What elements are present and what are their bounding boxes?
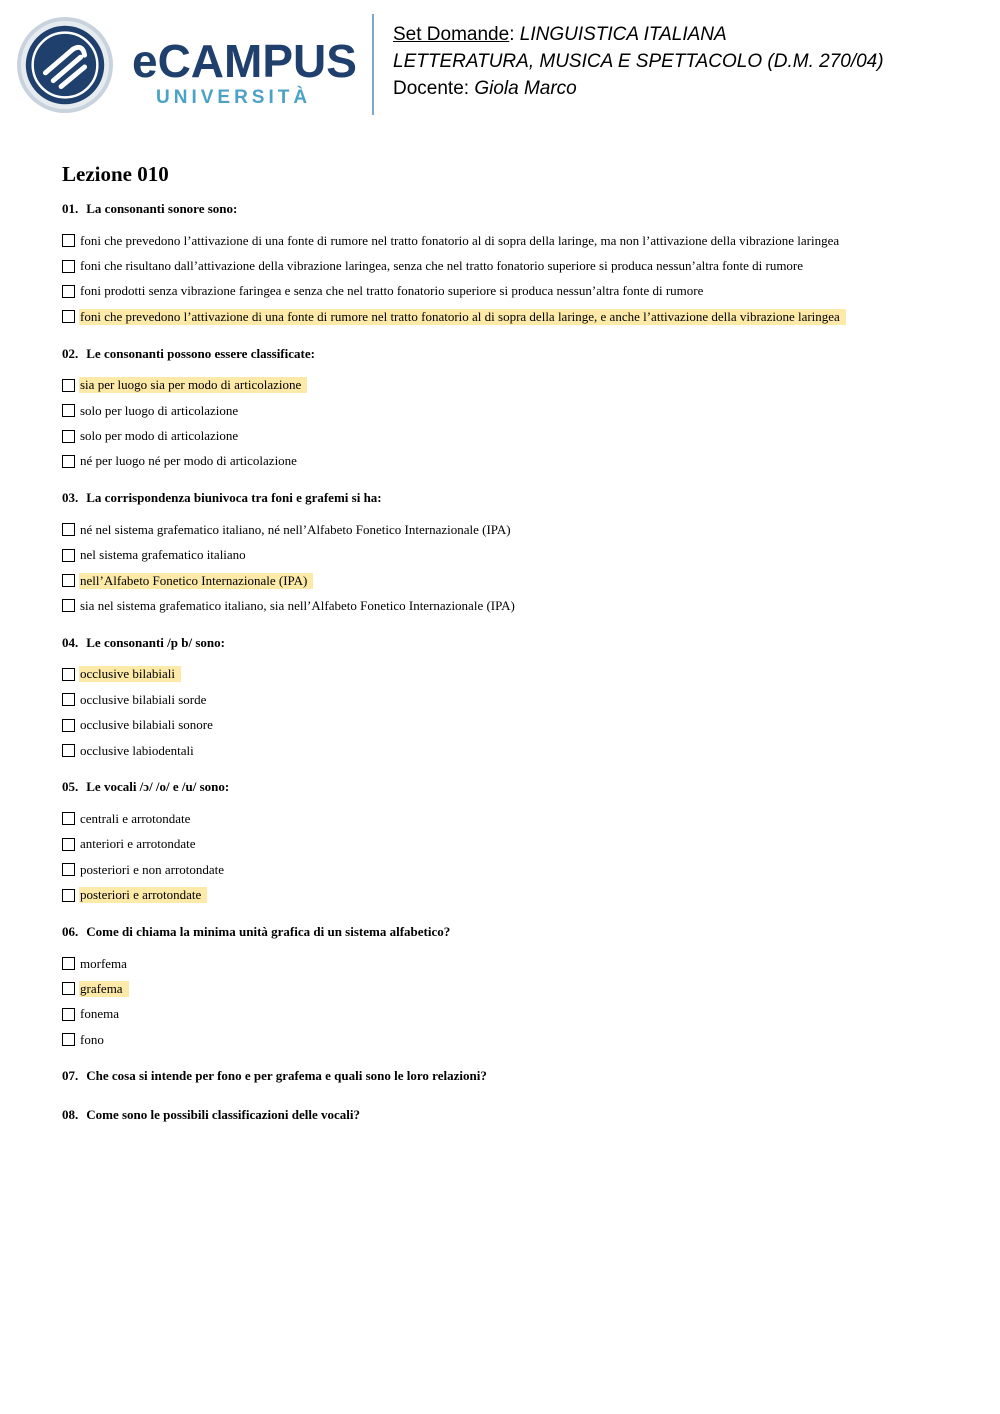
- header-divider: [372, 14, 374, 115]
- checkbox[interactable]: [62, 838, 75, 851]
- answer-text: centrali e arrotondate: [80, 810, 191, 826]
- question-block: [62, 345, 942, 490]
- answer-text: fono: [80, 1031, 104, 1047]
- checkbox[interactable]: [62, 957, 75, 970]
- question-number: 07.: [62, 1068, 79, 1084]
- checkbox[interactable]: [62, 982, 75, 995]
- question-text: Come sono le possibili classificazioni delle vocali?: [86, 1107, 360, 1123]
- teacher-label: Docente:: [393, 78, 470, 99]
- question-number: 02.: [62, 345, 79, 361]
- checkbox[interactable]: [62, 260, 75, 273]
- teacher-line: [393, 78, 577, 100]
- checkbox[interactable]: [62, 889, 75, 902]
- checkbox[interactable]: [62, 668, 75, 681]
- answer-text: occlusive labiodentali: [80, 742, 194, 758]
- answer-text: foni prodotti senza vibrazione faringea e senza che nel tratto fonatorio superiore si produca nessun’altra fonte di rumore: [80, 283, 704, 299]
- answer-option[interactable]: [62, 593, 942, 618]
- answer-text: morfema: [80, 955, 127, 971]
- checkbox[interactable]: [62, 693, 75, 706]
- lesson-title: Lezione 010: [62, 162, 169, 186]
- answer-option[interactable]: [62, 517, 942, 542]
- answer-option[interactable]: [62, 253, 942, 278]
- answer-option[interactable]: [62, 423, 942, 448]
- question-block: [62, 923, 942, 1068]
- checkbox[interactable]: [62, 1033, 75, 1046]
- checkbox[interactable]: [62, 310, 75, 323]
- question-block: [62, 200, 942, 345]
- teacher-name: Giola Marco: [474, 78, 577, 99]
- answer-text: foni che prevedono l’attivazione di una fonte di rumore nel tratto fonatorio al di sopra della laringe, ma non l’attivazione della vibrazione laringea: [80, 232, 840, 248]
- answer-option[interactable]: [62, 304, 942, 329]
- question-text: Le vocali /ɔ/ /o/ e /u/ sono:: [86, 779, 230, 795]
- question-heading: [62, 489, 942, 507]
- question-heading: [62, 345, 942, 363]
- answer-text-highlighted: sia per luogo sia per modo di articolazione: [79, 377, 307, 393]
- question-text: Che cosa si intende per fono e per grafema e quali sono le loro relazioni?: [86, 1068, 487, 1084]
- question-number: 04.: [62, 634, 79, 650]
- question-number: 05.: [62, 779, 79, 795]
- checkbox[interactable]: [62, 744, 75, 757]
- answer-option[interactable]: [62, 738, 942, 763]
- answer-text-highlighted: occlusive bilabiali: [79, 666, 181, 682]
- answer-text: né per luogo né per modo di articolazione: [80, 453, 297, 469]
- question-heading: [62, 778, 942, 796]
- question-heading: [62, 634, 942, 652]
- question-number: 01.: [62, 201, 79, 216]
- question-text: Come di chiama la minima unità grafica di un sistema alfabetico?: [86, 923, 451, 939]
- answer-option[interactable]: [62, 1002, 942, 1027]
- answer-text: fonema: [80, 1006, 119, 1022]
- logo-sub-text: UNIVERSITÀ: [156, 87, 312, 108]
- answer-option[interactable]: [62, 687, 942, 712]
- checkbox[interactable]: [62, 234, 75, 247]
- answer-text-highlighted: posteriori e arrotondate: [79, 887, 207, 903]
- checkbox[interactable]: [62, 285, 75, 298]
- answer-option[interactable]: [62, 568, 942, 593]
- answer-option[interactable]: [62, 228, 942, 253]
- answer-option[interactable]: [62, 712, 942, 737]
- answer-option[interactable]: [62, 543, 942, 568]
- checkbox[interactable]: [62, 455, 75, 468]
- answer-option[interactable]: [62, 882, 942, 907]
- checkbox[interactable]: [62, 430, 75, 443]
- question-text: Le consonanti possono essere classificate:: [86, 345, 315, 361]
- answer-option[interactable]: [62, 857, 942, 882]
- answer-text-highlighted: grafema: [79, 981, 129, 997]
- checkbox[interactable]: [62, 523, 75, 536]
- set-label: Set Domande: [393, 24, 510, 45]
- question-text: Le consonanti /p b/ sono:: [86, 634, 225, 650]
- answer-text: foni che risultano dall’attivazione della vibrazione laringea, senza che nel tratto fonatorio superiore si produca nessun’altra fonte di rumore: [80, 258, 804, 274]
- checkbox[interactable]: [62, 719, 75, 732]
- checkbox[interactable]: [62, 574, 75, 587]
- answer-option[interactable]: [62, 398, 942, 423]
- checkbox[interactable]: [62, 1008, 75, 1021]
- checkbox[interactable]: [62, 379, 75, 392]
- page-header: [0, 0, 1000, 130]
- answer-option[interactable]: [62, 951, 942, 976]
- question-number: 06.: [62, 923, 79, 939]
- open-question: [62, 1106, 942, 1124]
- question-number: 08.: [62, 1107, 79, 1123]
- university-seal-icon: [16, 16, 114, 114]
- open-question: [62, 1067, 942, 1085]
- checkbox[interactable]: [62, 404, 75, 417]
- answer-option[interactable]: [62, 662, 942, 687]
- ecampus-logo: [132, 35, 357, 114]
- answer-text: né nel sistema grafematico italiano, né nell’Alfabeto Fonetico Internazionale (IPA): [80, 521, 511, 537]
- answer-text: solo per modo di articolazione: [80, 428, 239, 444]
- question-text: La consonanti sonore sono:: [86, 201, 238, 216]
- answer-option[interactable]: [62, 449, 942, 474]
- set-line: Set Domande: LINGUISTICA ITALIANA: [393, 24, 727, 45]
- checkbox[interactable]: [62, 599, 75, 612]
- answer-text: sia nel sistema grafematico italiano, sia nell’Alfabeto Fonetico Internazionale (IPA): [80, 597, 515, 613]
- question-text: La corrispondenza biunivoca tra foni e grafemi si ha:: [86, 490, 382, 506]
- question-block: [62, 634, 942, 779]
- answer-text: occlusive bilabiali sorde: [80, 691, 207, 707]
- course-line: LETTERATURA, MUSICA E SPETTACOLO (D.M. 270/04): [393, 51, 884, 72]
- answer-option[interactable]: [62, 976, 942, 1001]
- answer-option[interactable]: [62, 806, 942, 831]
- answer-text-highlighted: foni che prevedono l’attivazione di una fonte di rumore nel tratto fonatorio al di sopra della laringe, e anche l’attivazione della vibrazione laringea: [79, 309, 846, 325]
- logo-brand-text: eCAMPUS: [132, 35, 357, 87]
- answer-text: posteriori e non arrotondate: [80, 861, 225, 877]
- question-block: [62, 489, 942, 634]
- answer-option[interactable]: [62, 1027, 942, 1052]
- question-list: [62, 200, 942, 1145]
- answer-text: nel sistema grafematico italiano: [80, 547, 246, 563]
- answer-text: occlusive bilabiali sonore: [80, 717, 213, 733]
- question-heading: [62, 200, 942, 218]
- answer-text: solo per luogo di articolazione: [80, 402, 239, 418]
- checkbox[interactable]: [62, 863, 75, 876]
- set-title: LINGUISTICA ITALIANA: [519, 24, 727, 45]
- answer-option[interactable]: [62, 279, 942, 304]
- answer-text-highlighted: nell’Alfabeto Fonetico Internazionale (IPA): [79, 573, 313, 589]
- question-number: 03.: [62, 490, 79, 506]
- answer-text: anteriori e arrotondate: [80, 836, 196, 852]
- answer-option[interactable]: [62, 373, 942, 398]
- checkbox[interactable]: [62, 812, 75, 825]
- question-block: [62, 778, 942, 923]
- question-heading: [62, 923, 942, 941]
- checkbox[interactable]: [62, 549, 75, 562]
- answer-option[interactable]: [62, 832, 942, 857]
